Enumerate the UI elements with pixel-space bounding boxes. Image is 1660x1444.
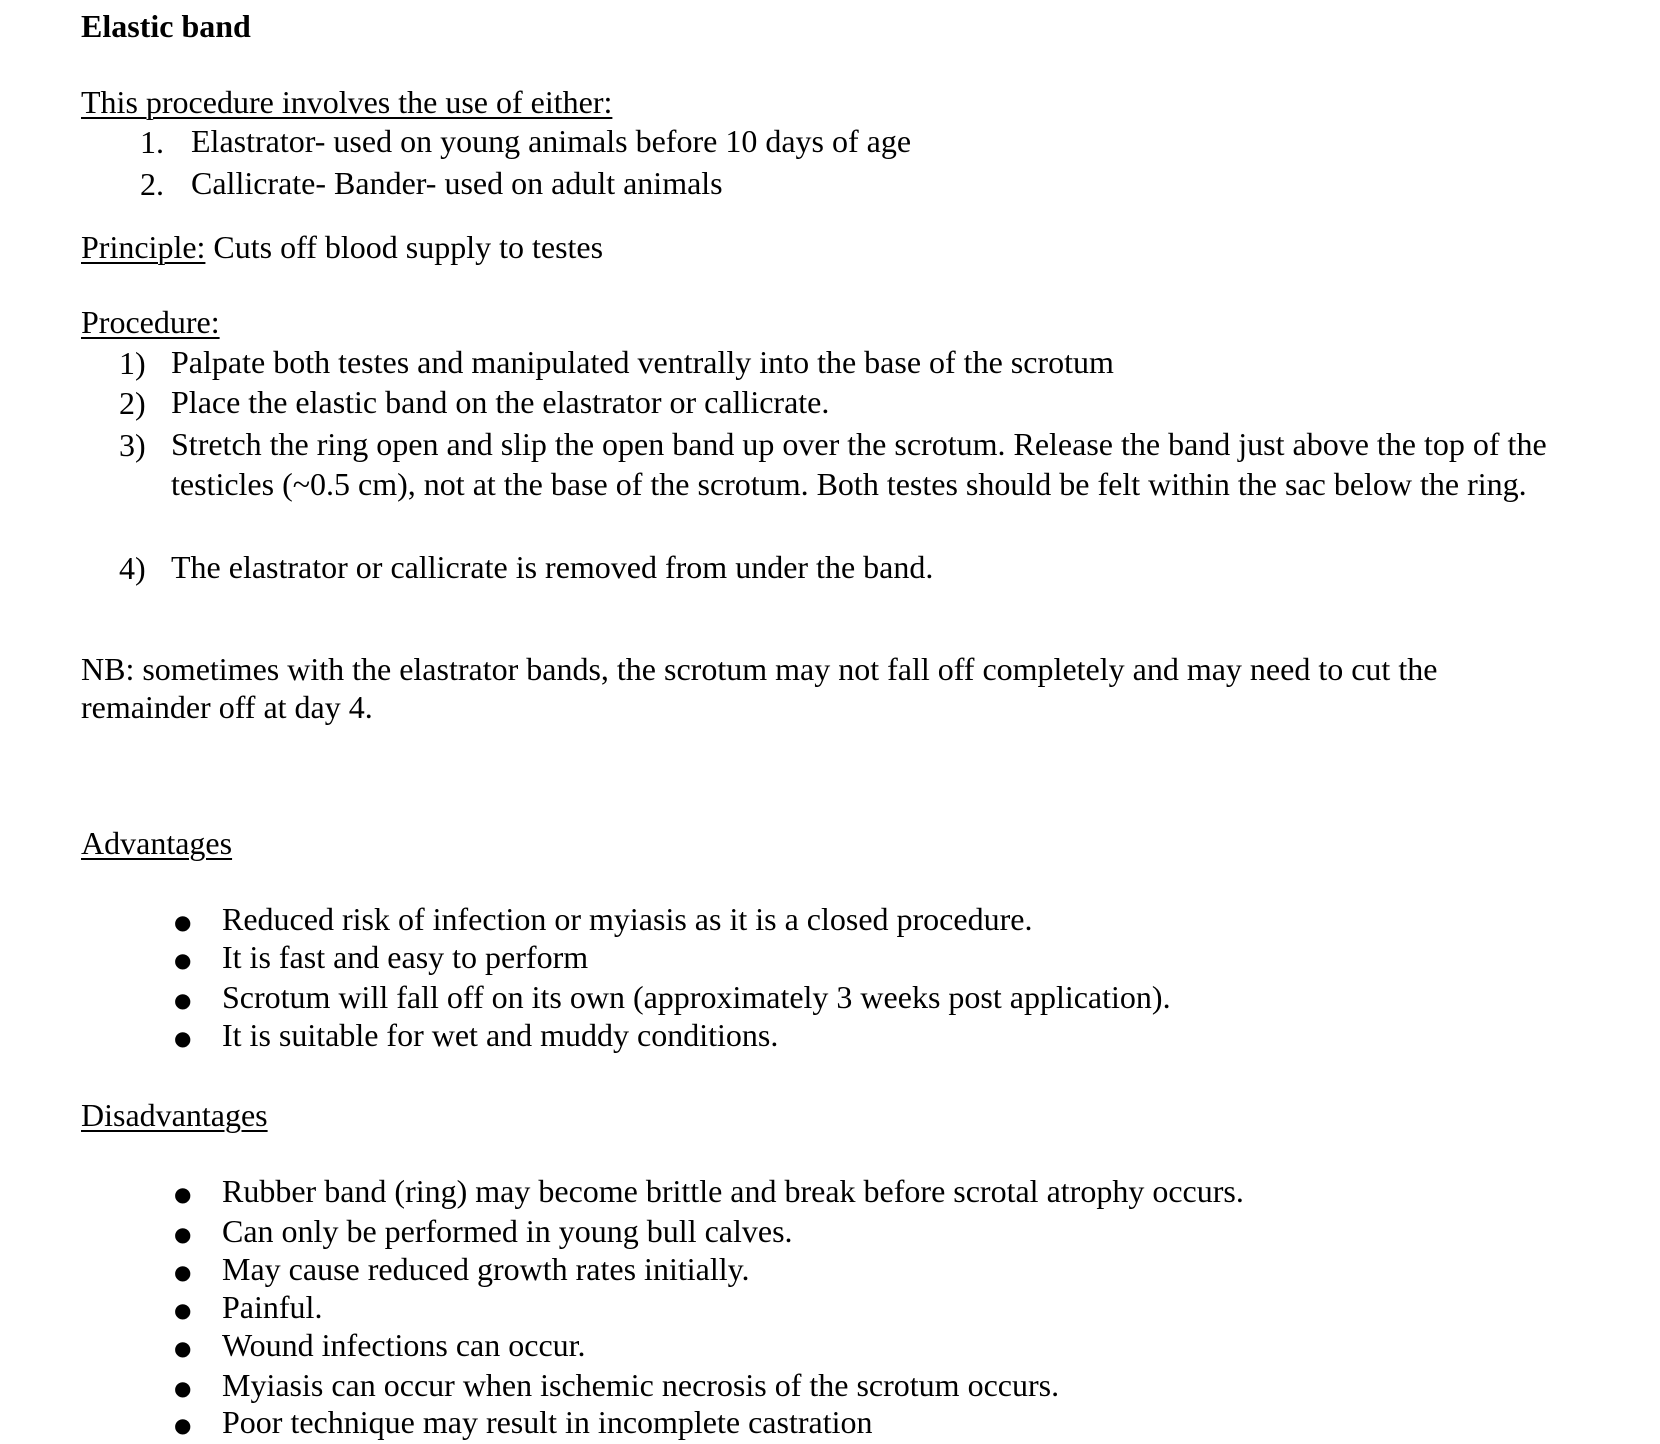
disadvantage-bullet-1 [174,1175,191,1213]
tool-marker-2: 2. [140,166,164,202]
advantage-bullet-1 [174,903,191,941]
step-marker-1: 1) [119,345,146,381]
disadvantage-bullet-2 [174,1215,191,1253]
advantage-bullet-4 [174,1019,191,1057]
tool-item-1: Elastrator- used on young animals before 10 days of age [191,123,912,159]
intro-heading: This procedure involves the use of either: [81,84,613,120]
procedure-heading: Procedure: [81,304,220,340]
step-item-3: Stretch the ring open and slip the open band up over the scrotum. Release the band just above the top of the testicles (~0.5 cm), not at the base of the scrotum. Both testes should be felt within the sac below the ring. [171,426,1547,502]
advantage-bullet-3 [174,981,191,1019]
disadvantage-item-5: Wound infections can occur. [222,1327,586,1363]
tool-marker-1: 1. [140,124,164,160]
disadvantages-heading: Disadvantages [81,1097,268,1133]
disadvantage-item-6: Myiasis can occur when ischemic necrosis of the scrotum occurs. [222,1367,1060,1403]
step-item-2: Place the elastic band on the elastrator or callicrate. [171,384,830,420]
principle-paragraph [81,228,603,266]
advantage-item-4: It is suitable for wet and muddy conditions. [222,1017,779,1053]
advantage-bullet-2 [174,941,191,979]
disadvantage-bullet-7 [174,1406,191,1444]
advantage-item-3: Scrotum will fall off on its own (approximately 3 weeks post application). [222,979,1171,1015]
advantages-heading: Advantages [81,825,233,861]
disadvantage-bullet-3 [174,1253,191,1291]
disadvantage-bullet-6 [174,1369,191,1407]
disadvantage-bullet-4 [174,1291,191,1329]
step-marker-4: 4) [119,550,146,586]
principle-text: Cuts off blood supply to testes [205,229,604,265]
disadvantage-item-7: Poor technique may result in incomplete castration [222,1404,873,1440]
disadvantage-bullet-5 [174,1329,191,1367]
step-marker-2: 2) [119,385,146,421]
step-item-1: Palpate both testes and manipulated ventrally into the base of the scrotum [171,344,1114,380]
disadvantage-item-2: Can only be performed in young bull calves. [222,1213,793,1249]
nb-paragraph: NB: sometimes with the elastrator bands, the scrotum may not fall off completely and may need to cut the remainder off at day 4. [81,651,1438,725]
advantage-item-1: Reduced risk of infection or myiasis as it is a closed procedure. [222,901,1033,937]
step-marker-3: 3) [119,427,146,463]
step-item-4: The elastrator or callicrate is removed from under the band. [171,549,934,585]
principle-label: Principle: [81,229,206,265]
disadvantage-item-3: May cause reduced growth rates initially. [222,1251,750,1287]
tool-item-2: Callicrate- Bander- used on adult animals [191,165,723,201]
document-title: Elastic band [81,8,251,44]
advantage-item-2: It is fast and easy to perform [222,939,589,975]
disadvantage-item-1: Rubber band (ring) may become brittle and break before scrotal atrophy occurs. [222,1173,1244,1209]
disadvantage-item-4: Painful. [222,1289,323,1325]
